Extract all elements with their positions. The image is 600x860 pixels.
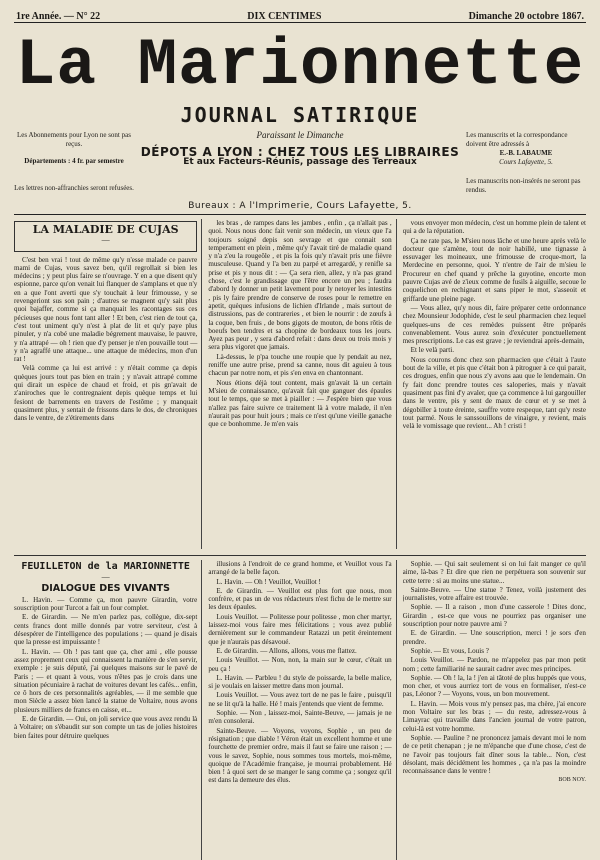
dialogue-paragraph: Louis Veuillot. — Non, non, la main sur le cœur, c'était un peu ça ! [208, 656, 392, 673]
dialogue-paragraph: E. de Girardin. — Oui, on joli service que vous avez rendu là à Voltaire; on s'ébaudit sur son compte un tas de jolies histoires bien faites pour détruire quelques [14, 715, 198, 740]
feuilleton-columns [14, 560, 586, 860]
dialogue-paragraph: illusions à l'endroit de ce grand homme, et Veuillot vous l'a arrangé de la belle façon. [208, 560, 392, 577]
facteurs-line: Et aux Facteurs-Réunis, passage des Terreaux [183, 157, 417, 167]
article-column-2 [208, 219, 396, 549]
feuilleton-column-3 [403, 560, 586, 860]
dialogue-paragraph: E. de Girardin. — Ne m'en parlez pas, collègue, dix-sept cents francs dont mille donnés par votre serviteur, c'est à désespérer de l'intelligence des populations ; — quand je disais que la presse est impuissante ! [14, 613, 198, 647]
dialogue-paragraph: Sainte-Beuve. — Voyons, voyons, Sophie , un peu de résignation ; que diable ! Véron était un excellent homme et une fourchette de premier ordre, mais il faut se faire une raison ; — vous le savez, Sophie, nous sommes tous mortels, moi-même, quoique de l'Académie française, je mourrai probablement. Hé bien ! à quoi sert de se manger le sang comme ça ; songez qu'il est dans la demeure des élus. [208, 726, 392, 785]
dialogue-paragraph: Sophie. — Et vous, Louis ? [410, 646, 489, 655]
subscription-notes: Les Abonnements pour Lyon ne sont pas reçus. Départements : 4 fr. par semestre Les lettres non-affranchies seront refusées. [14, 131, 134, 192]
article-paragraph: Ça ne rate pas, le M'sieu nous lâche et une heure après velà le docteur que s'amène, tout de noir habillé, une tignasse à essuvager les moineaux, une frimousse de croque-mort, la Merdecine en personne, quoi. Y n'entre de l'air de m'sieu le Procureur en chef quand y prêche la guyotine, encorte mon pauvre Cujas avé de z'ieux comme de fusils à aiguille, secoue le coquelichon en rechignant et sans piper le mot, s'asseoit et griffarde une pleine page. [402, 236, 586, 303]
dialogue-paragraph: Louis Veuillot. — Pardon, ne m'appelez pas par mon petit nom ; cette familiarité ne saurait cadrer avec mes principes. [402, 656, 586, 673]
dialogue-paragraph: Sophie. — Qui sait seulement si on lui fait manger ce qu'il aime, là-bas ? Et dire que rien ne perpétuera son souvenir sur cette terre : si au moins une statue... [402, 560, 586, 585]
author-signature: BOB NOY. [558, 777, 586, 784]
depots-line: DÉPOTS A LYON : CHEZ TOUS LES LIBRAIRES [140, 145, 460, 159]
article-column-1 [14, 219, 202, 549]
dialogue-paragraph: L. Havin. — Mois vous m'y pensez pas, ma chère, j'ai encore mon Voltaire sur les bras ; — du reste, adressez-vous à Limayrac qui travaille dans l'ancien journal de votre patron, celui-là est votre homme. [402, 699, 586, 733]
publication-frequency: Paraissant le Dimanche [256, 130, 344, 140]
dialogue-paragraph: Louis Veuillot. — Vous avez tort de ne pas le faire , puisqu'il ne se lit qu'à la halle. Hé ! mais j'entends que vient de femme. [208, 691, 392, 708]
article-paragraph: Velà comme ça lui est arrivé : y n'était comme ça depis quèques jours tout pas bien en train ; y n'avait attrapé comme qui dirait un espèce de chaud et froid, et pis gn'avait de z'aniroches que le contregnaient depis quèque temps et lui fesiont de barrements en travers de l'estôme ; y manquait quasiment plus, y sentait de frissons dans le dos, de chroniques dans le ventre, de z'étirements dans [14, 364, 198, 423]
article-paragraph: Nous courons donc chez son pharmacien que c'était à l'aute bout de la ville, et pis que c'était bon à pitroguer à ce qui parait, ces drogues, enfin que nous z'y avons aau que le lendemain. On fy fait donc prendre toutes ces saloperies, mais y n'avait quasiment pas fini d'y avaler, que ça commence à lui gargouiller dans le ventre, pis y sent de maux de cœur et y se met à dégobiller à toute éreinte, sauffre votre respeque, tant qu'y reste tout parmé. Nous le sanssouillons de vinaigre, y revient, mais velà le vomissage que revient... Ah ! cristi ! [402, 355, 586, 431]
dialogue-paragraph: E. de Girardin. — Veuillot est plus fort que nous, mon confrère, et pas un de vos rédacteurs n'est fichu de le mettre sur les deux épaules. [208, 586, 392, 612]
issue-line [14, 0, 586, 23]
feuilleton-title: FEUILLETON de la MARIONNETTE [21, 561, 190, 572]
feuilleton-rule [14, 555, 586, 556]
article-paragraph: Et le velà parti. [410, 346, 454, 355]
dialogue-paragraph: L. Havin. — Oh ! Veuillot, Veuillot ! [216, 577, 321, 586]
article-paragraph: Nous étions déjà tout content, mais gn'avait là un certain M'sieu de connaissance, qu'avait fait que ganguer des épaules tout le temps, que se met à piailler : — J'espère bien que vous n'allez pas faire suivre ce traitement là à votre malade, il n'en n'aurait pas pour huit jours ; mais ce n'est qu'une vieille ganache que ce bonhomme. Je m'en vais [208, 378, 392, 429]
issue-number: 1re Année. — N° 22 [16, 11, 101, 22]
article-title: LA MALADIE DE CUJAS [32, 223, 179, 236]
bureaux-line: Bureaux : A l'Imprimerie, Cours Lafayette, 5. [188, 201, 412, 211]
correspondence-notes: Les manuscrits et la correspondance doivent être adressés à E.-B. LABAUME Cours Lafayette, 5. Les manuscrits non-insérés ne seront pas rendus. [466, 131, 581, 194]
article-paragraph: les bras , de rampes dans les jambes , enfin , ça n'allait pas , quoi. Nous nous donc fait venir son médecin, un vieux que l'a toujours soigné depis son sevrage et que connait son temperament en plein , même qu'y l'avait tiré de maladie quand y n'a z'eu la rougeôle , et pis la fois qu'y n'avait pris une fièvre musculeuse. Quand y l'a ben zu parpé et arregardé, y renifle sa prise et pis y nous dit : — Ça sera rien, allez, y n'a pas grand chose, c'est le grandissage que l'être encore un peu ; faudra d'abord ly donner un petit lavement pour ly netoyer les intestins , pis ly faire prendre de conserve de roses pour le remettre en apetit, quèques infusions de lichien d'Irlande , mais surtout de distrussions, pas de contrareries , et bien le nourrir : de zœufs à la coque, ben fruis , de bons gigots de mouton, de bons rôtis de boeufs ben tendres et sa chopine de bordeaux tous les jours. Ayez pas peur , y sera d'abord refait : dans deux ou trois mois y sera plus vigoret que jamais. [208, 219, 392, 352]
feuilleton-column-2 [208, 560, 396, 860]
dialogue-paragraph: Sophie. — Il a raison , mon d'une casserole ! Dites donc, Girardin , est-ce que vous ne pourriez pas organiser une souscription pour notre pauvre ami ? [402, 603, 586, 629]
article-paragraph: Là-dessus, le p'pa touche une roupie que ly pendait au nez, reniffe une autre prise, prend sa canne, nous dit aguieu à tous chacun par notre nom, et pis s'en enva en chantonnant. [208, 352, 392, 378]
dialogue-paragraph: E. de Girardin. — Une souscription, merci ! je sors d'en prendre. [402, 629, 586, 646]
dialogue-paragraph: L. Havin. — Comme ça, mon pauvre Girardin, votre souscription pour Turcot a fait un four complet. [14, 595, 198, 613]
dialogue-paragraph: Sainte-Beuve. — Une statue ? Tenez, voilà justement des journalistes, votre affaire est trouvée. [402, 585, 586, 603]
dialogue-paragraph: Louis Veuillot. — Politesse pour politesse , mon cher martyr, laissez-moi vous faire mes félicitations ; vous avez publié dernièrement sur le commandeur Ratazzi un petit éreintement que je n'aurais pas désavoué. [208, 612, 392, 646]
feuilleton-column-1: FEUILLETON de la MARIONNETTE — DIALOGUE DES VIVANTS L. Havin. — Comme ça, mon pauvre Girardin, votre souscription pour Turcot a fait un four complet. E. de Girardin. — Ne m'en parlez pas, collègue, dix-sept cents francs dont mille donnés par votre serviteur, c'est à désespérer de l'intelligence des populations ; — quand je disais que la presse est impuissante ! L. Havin. — Oh ! pas tant que ça, cher ami , elle pousse assez proprement ceux qui connaissent la manière de s'en servir, exemple : je suis député, j'ai quelques maisons sur le pavé de Paris ; — et quant à vous, vous n'êtes pas je crois dans une situation pécuniaire à rachat de voitures devant les cafés... enfin, ce ô hors de ces personnalités agréables, — il me semble que mon Siècle a assez bien lancé la statue de Voltaire, nous avons plusieurs milliers de francs en caisse, et... E. de Girardin. — Oui, on joli service que vous avez rendu là à Voltaire; on s'ébaudit sur son compte un tas de jolies histoires bien faites pour détruire quelques [14, 560, 202, 860]
dialogue-paragraph: E. de Girardin. — Allons, allons, vous me flattez. [216, 646, 357, 655]
dialogue-paragraph: Sophie. — Pauline ? ne prononcez jamais devant moi le nom de ce petit chenapan ; je ne m'épanche que d'une chose, c'est de ne l'avoir pas toujours fait dîner sous la table... Non, c'est désolant, mais décidément les hommes , ça n'a pas la moindre reconnaissance dans le ventre ! [402, 733, 586, 776]
masthead-rule [14, 214, 586, 215]
article-paragraph: C'est ben vrai ! tout de même qu'y n'esse malade ce pauvre mami de Cujas, vous savez ben, qu'il regrollait si bien les médecins ; y peut plus faire se n'ouvrage. Y en a que disent qu'y espionne, parce qu'on venait lui flanquer de s'amplans et que n'y en a que l'ont averti que s'y touchait à leur frimousse, y se revengeriont sus son pain ; d'autres se magnent qu'y sait plus quoi bajaffer, comme si ça manquait les racontages sus ces pécieuses que nous font tant aller ! Et ben, c'est rien de tout ça, c'est tout uniment qu'y n'est à plat de lit et qu'y paye plus pinuler, y n'a cobé une maladie bégrement mauvaise, le pauvre, y n'a attrapé — oh ! rien que d'y penser je n'en pouvaille tout — y n'a agraffé une attaque... une attaque de médecins, mon d'un rat ! [14, 255, 198, 364]
dialogue-title: DIALOGUE DES VIVANTS [41, 582, 170, 594]
dialogue-paragraph: L. Havin. — Oh ! pas tant que ça, cher ami , elle pousse assez proprement ceux qui connaissent la manière de s'en servir, exemple : je suis député, j'ai quelques maisons sur le pavé de Paris ; — et quant à vous, vous n'êtes pas je crois dans une situation pécuniaire à rachat de voitures devant les cafés... enfin, ce ô hors de ces personnalités agréables, — il me semble que mon Siècle a assez bien lancé la statue de Voltaire, nous avons plusieurs milliers de francs en caisse, et... [14, 647, 198, 714]
article-column-3 [403, 219, 586, 549]
dialogue-paragraph: Sophie. — Oh ! la, la ! j'en ai tâtoté de plus huppés que vous, mon cher, et vous aurriez tort de vous en formaliser, n'est-ce pas, Léonor ? — Voyons, vous, un bon mouvement. [402, 673, 586, 699]
dialogue-paragraph: L. Havin. — Parbleu ! du style de poissarde, la belle malice, si je voulais en laisser mettre dans mon journal. [208, 673, 392, 691]
issue-date: Dimanche 20 octobre 1867. [468, 11, 584, 22]
article-paragraph: — Vous allez, qu'y nous dit, faire préparer cette ordonnance chez Mounsieur Jodophide, c'est le seul pharmacien chez lequel quelques-uns de ces remèdes puissent être préparés convenablement. Vous aurez soin d'exécuter ponctuellement mes prescriptions. Le cas est grave ; je reviendrai après-demain, [402, 303, 586, 346]
newspaper-title: La Marionnette [15, 28, 585, 103]
newspaper-subtitle: JOURNAL SATIRIQUE [180, 103, 420, 127]
article-paragraph: vous envoyer mon médecin, c'est un homme plein de talent et qui a de la réputation. [402, 219, 586, 236]
article-title-box: LA MALADIE DE CUJAS — [14, 221, 197, 252]
dialogue-paragraph: Sophie. — Non , laissez-moi, Sainte-Beuve, — jamais je ne m'en consolerai. [208, 709, 392, 726]
upper-columns [14, 219, 586, 549]
masthead [14, 27, 586, 211]
price: DIX CENTIMES [247, 11, 322, 22]
